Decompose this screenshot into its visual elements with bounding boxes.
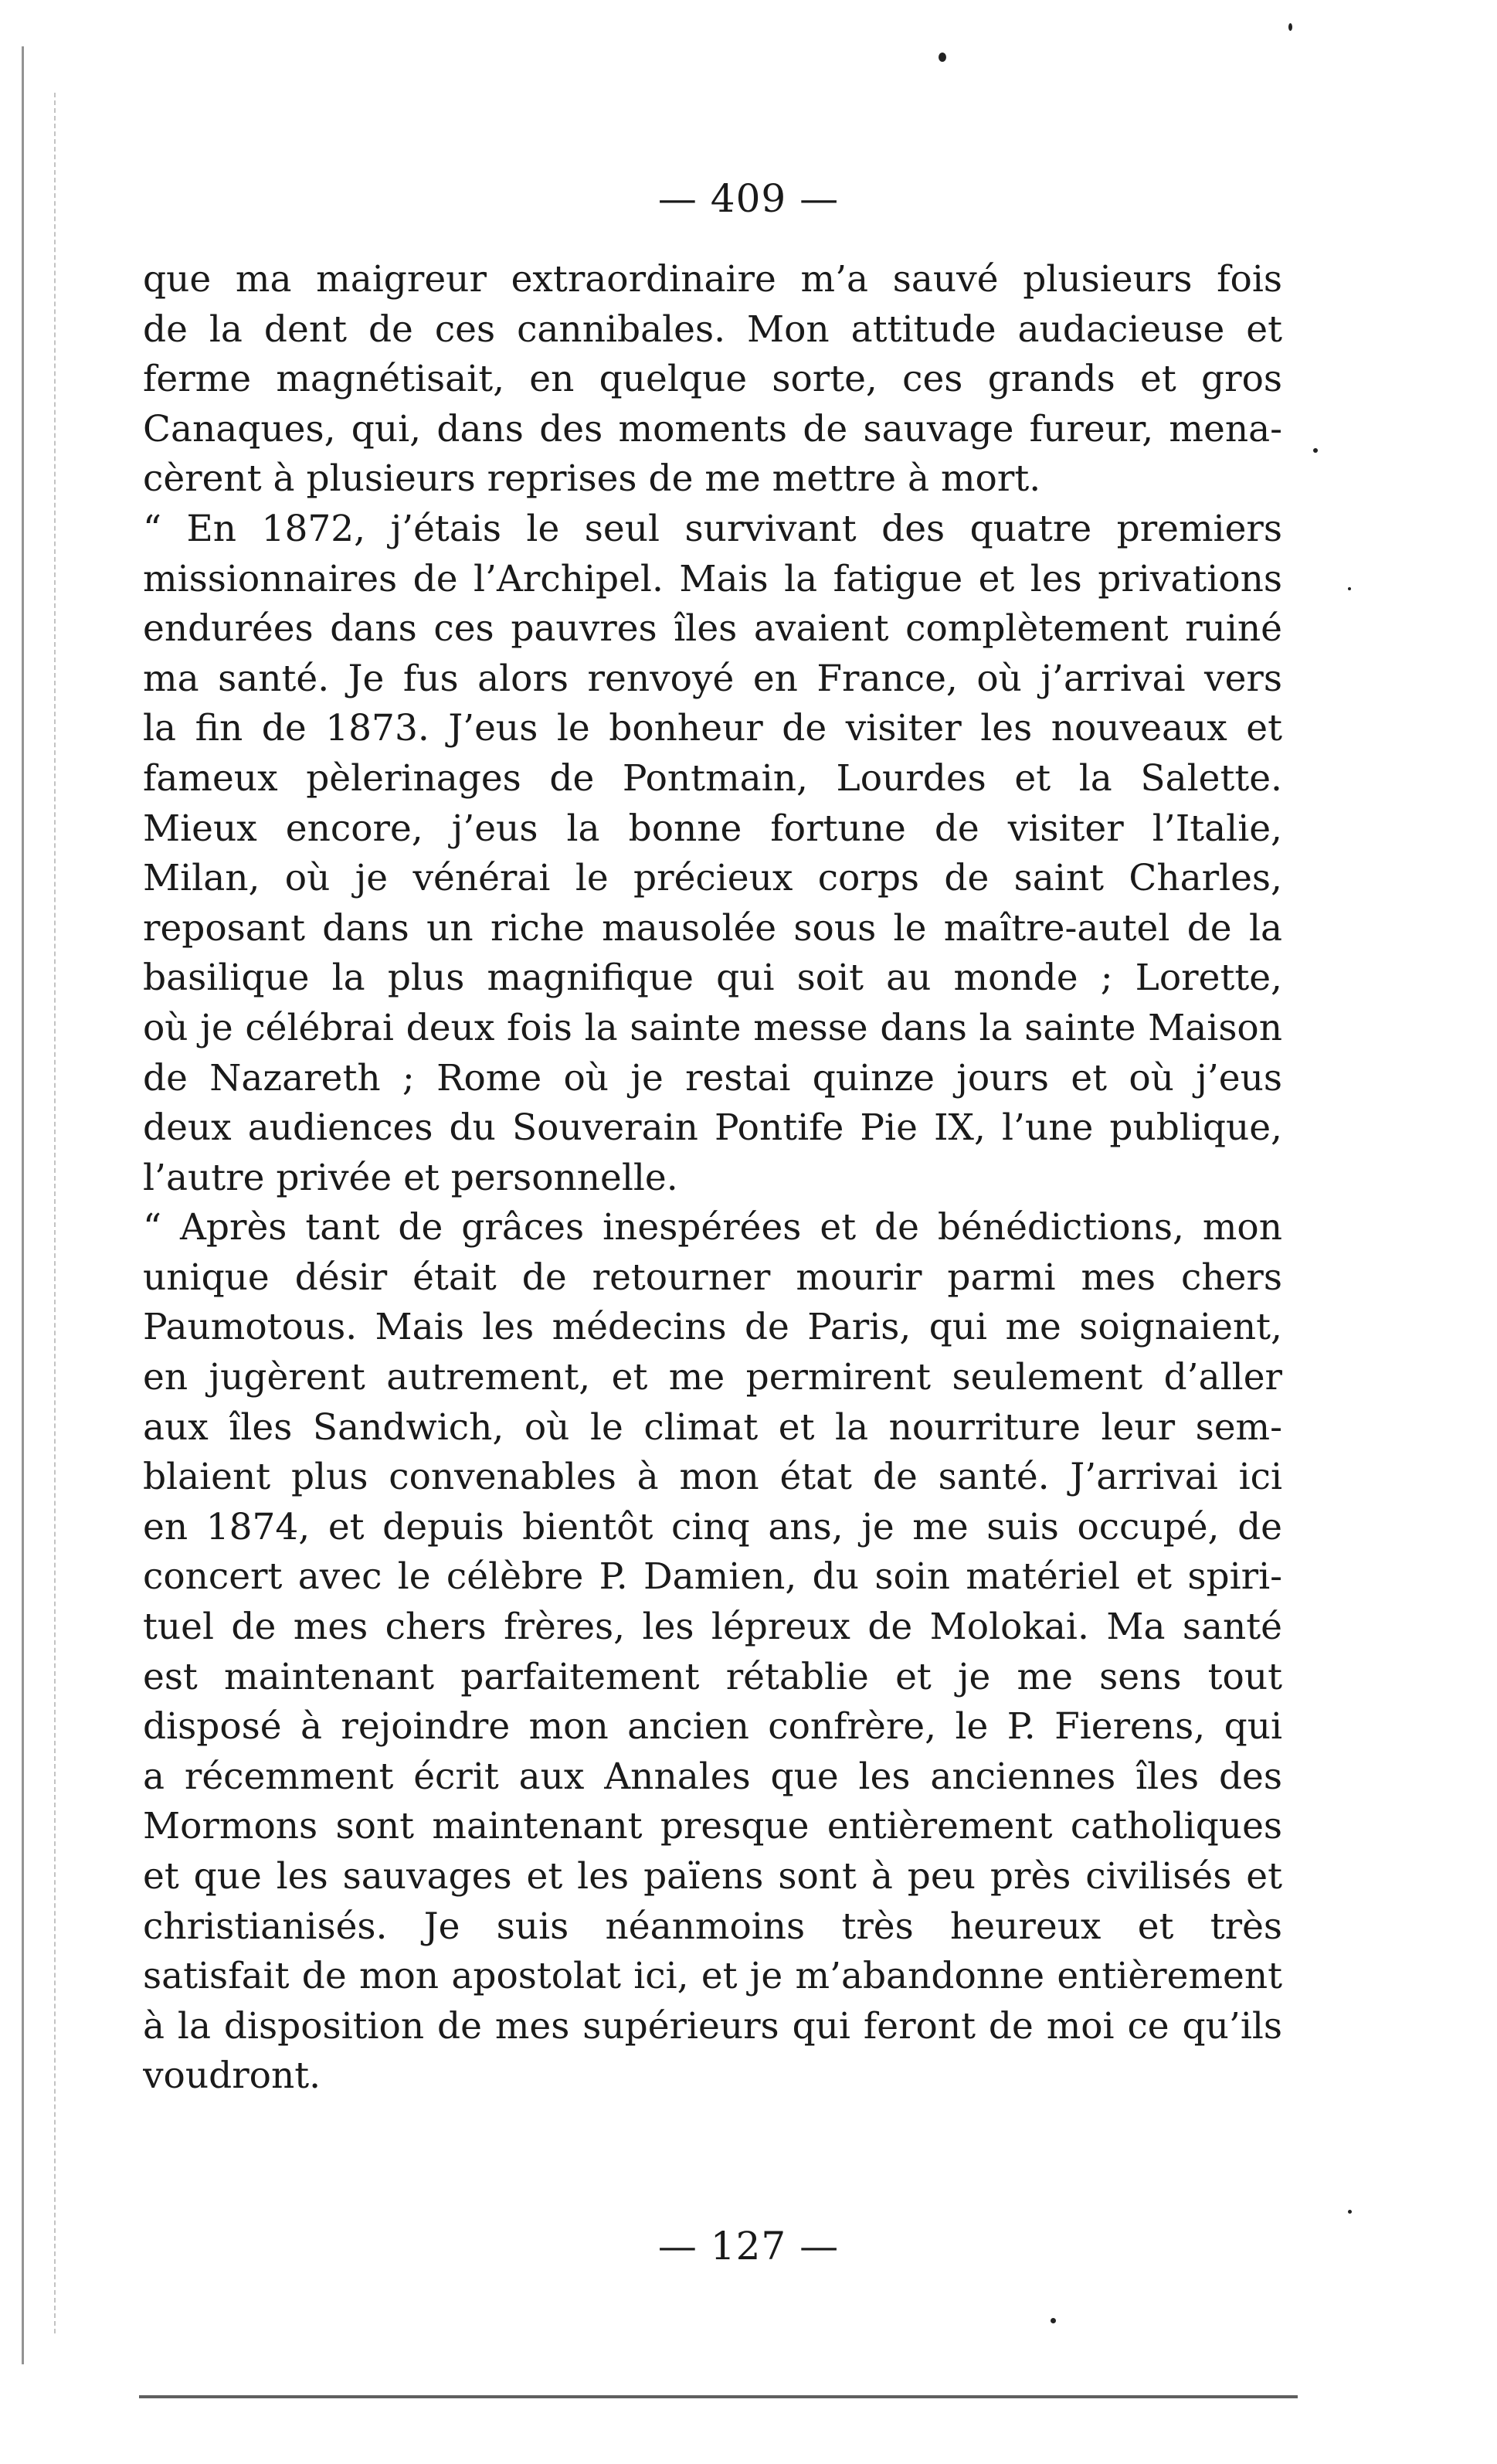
text-line: christianisés. Je suis néanmoins très heureux et très bbox=[143, 1905, 1282, 1948]
ink-speck bbox=[1348, 2210, 1352, 2214]
text-line: aux îles Sandwich, où le climat et la nourriture leur sem- bbox=[143, 1405, 1282, 1449]
binding-shadow bbox=[22, 46, 35, 2364]
text-line: Mormons sont maintenant presque entièrement catholiques bbox=[143, 1805, 1282, 1848]
text-line: satisfait de mon apostolat ici, et je m’abandonne entièrement bbox=[143, 1955, 1282, 1998]
ink-speck bbox=[1348, 587, 1351, 590]
text-line: reposant dans un riche mausolée sous le maître-autel de la bbox=[143, 906, 1282, 950]
text-line: “ En 1872, j’étais le seul survivant des quatre premiers bbox=[143, 507, 1282, 550]
text-line: cèrent à plusieurs reprises de me mettre à mort. bbox=[143, 457, 1041, 501]
text-line: en 1874, et depuis bientôt cinq ans, je me suis occupé, de bbox=[143, 1505, 1282, 1548]
text-line: est maintenant parfaitement rétablie et je me sens tout bbox=[143, 1655, 1282, 1698]
text-line: a récemment écrit aux Annales que les anciennes îles des bbox=[143, 1755, 1282, 1798]
text-line: la fin de 1873. J’eus le bonheur de visiter les nouveaux et bbox=[143, 707, 1282, 750]
text-line: missionnaires de l’Archipel. Mais la fatigue et les privations bbox=[143, 557, 1282, 600]
text-line: blaient plus convenables à mon état de santé. J’arrivai ici bbox=[143, 1456, 1282, 1499]
text-line: endurées dans ces pauvres îles avaient complètement ruiné bbox=[143, 607, 1282, 651]
text-line: concert avec le célèbre P. Damien, du soin matériel et spiri- bbox=[143, 1555, 1282, 1599]
text-line: “ Après tant de grâces inespérées et de bénédictions, mon bbox=[143, 1206, 1282, 1249]
bottom-rule bbox=[139, 2395, 1298, 2398]
ink-speck bbox=[1051, 2318, 1056, 2323]
text-line: deux audiences du Souverain Pontife Pie IX, l’une publique, bbox=[143, 1106, 1282, 1150]
header-page-number: — 409 — bbox=[657, 176, 840, 221]
footer-page-number: — 127 — bbox=[657, 2224, 840, 2269]
ink-speck bbox=[1313, 448, 1318, 453]
text-line: tuel de mes chers frères, les lépreux de Molokai. Ma santé bbox=[143, 1606, 1282, 1649]
text-line: fameux pèlerinages de Pontmain, Lourdes et la Salette. bbox=[143, 756, 1282, 800]
text-line: de la dent de ces cannibales. Mon attitude audacieuse et bbox=[143, 308, 1282, 351]
text-line: Paumotous. Mais les médecins de Paris, qui me soignaient, bbox=[143, 1306, 1282, 1349]
ink-speck bbox=[1288, 23, 1292, 31]
text-line: ferme magnétisait, en quelque sorte, ces grands et gros bbox=[143, 358, 1282, 401]
text-line: et que les sauvages et les païens sont à peu près civilisés et bbox=[143, 1855, 1282, 1898]
ink-speck bbox=[939, 53, 946, 62]
text-line: disposé à rejoindre mon ancien confrère, le P. Fierens, qui bbox=[143, 1705, 1282, 1749]
text-line: Milan, où je vénérai le précieux corps de saint Charles, bbox=[143, 857, 1282, 900]
text-line: voudront. bbox=[143, 2054, 321, 2098]
text-line: ma santé. Je fus alors renvoyé en France, où j’arrivai vers bbox=[143, 657, 1282, 700]
body-text bbox=[143, 255, 1282, 2102]
text-line: Mieux encore, j’eus la bonne fortune de visiter l’Italie, bbox=[143, 807, 1282, 850]
binding-stitch-marks bbox=[54, 93, 60, 2333]
text-line: basilique la plus magnifique qui soit au monde ; Lorette, bbox=[143, 957, 1282, 1000]
text-line: de Nazareth ; Rome où je restai quinze jours et où j’eus bbox=[143, 1056, 1282, 1099]
text-line: à la disposition de mes supérieurs qui feront de moi ce qu’ils bbox=[143, 2004, 1282, 2048]
text-line: que ma maigreur extraordinaire m’a sauvé plusieurs fois bbox=[143, 258, 1282, 301]
text-line: Canaques, qui, dans des moments de sauvage fureur, mena- bbox=[143, 407, 1282, 450]
text-line: unique désir était de retourner mourir parmi mes chers bbox=[143, 1256, 1282, 1299]
text-line: l’autre privée et personnelle. bbox=[143, 1156, 678, 1199]
text-line: où je célébrai deux fois la sainte messe dans la sainte Maison bbox=[143, 1006, 1282, 1049]
text-line: en jugèrent autrement, et me permirent seulement d’aller bbox=[143, 1356, 1282, 1399]
